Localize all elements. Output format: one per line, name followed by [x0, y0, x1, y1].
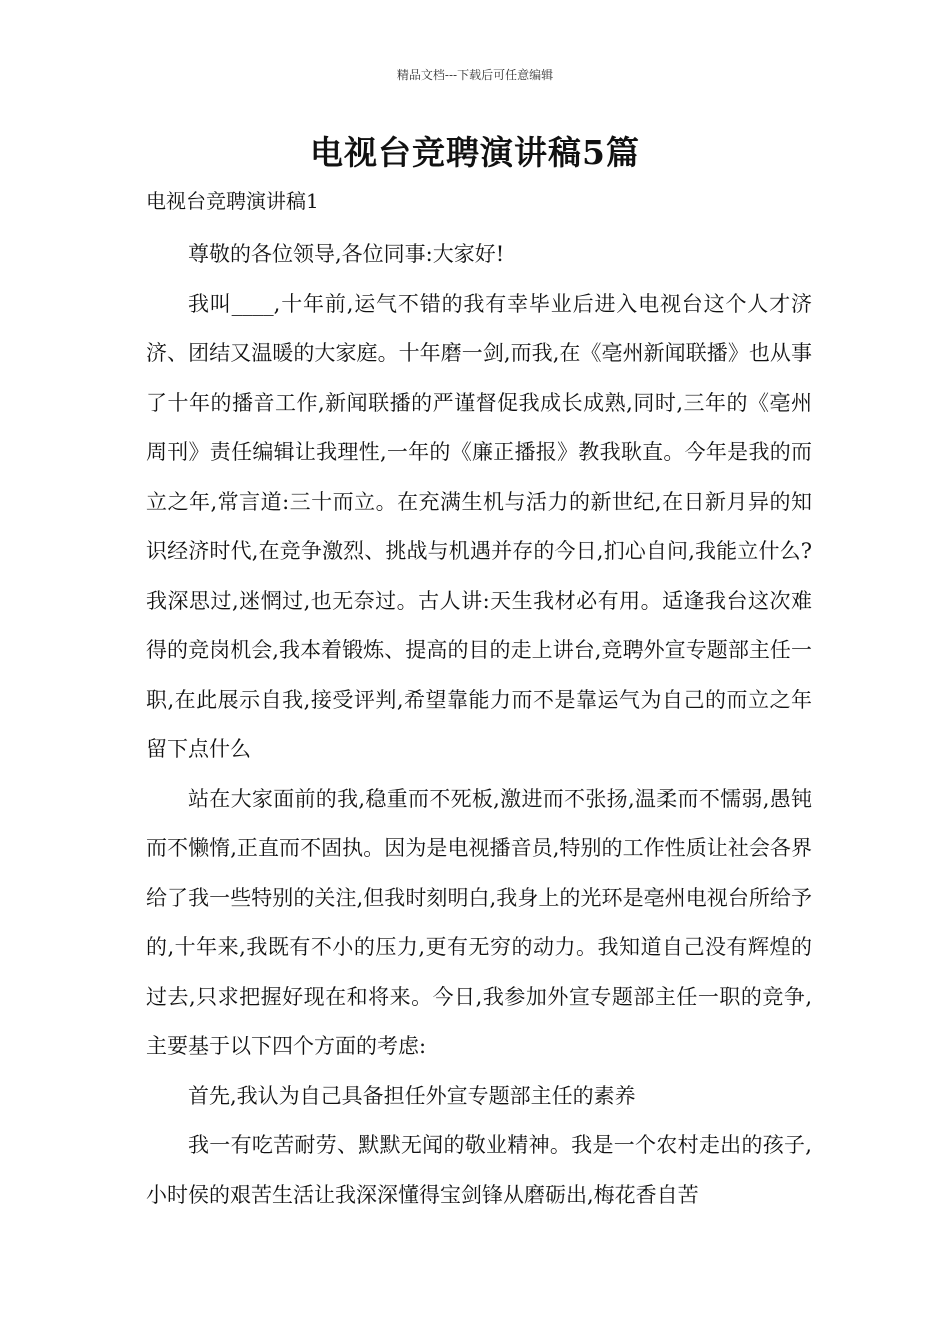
header-note: 精品文档---下载后可任意编辑: [396, 68, 554, 82]
body-text: [146, 230, 812, 1220]
paragraph-first-point: 首先,我认为自己具备担任外宣专题部主任的素养: [188, 1083, 636, 1108]
paragraph-dedication: 我一有吃苦耐劳、默默无闻的敬业精神。我是一个农村走出的孩子,小时侯的艰苦生活让我深深懂得宝剑锋从磨砺出,梅花香自苦: [146, 1133, 812, 1207]
document-title: 电视台竞聘演讲稿5篇: [310, 133, 640, 172]
section-title: 电视台竞聘演讲稿1: [146, 189, 319, 213]
paragraph-introduction: 我叫____,十年前,运气不错的我有幸毕业后进入电视台这个人才济济、团结又温暖的大家庭。十年磨一剑,而我,在《亳州新闻联播》也从事了十年的播音工作,新闻联播的严谨督促我成长成熟,同时,三年的《亳州周刊》责任编辑让我理性,一年的《廉正播报》教我耿直。今年是我的而立之年,常言道:三十而立。在充满生机与活力的新世纪,在日新月异的知识经济时代,在竞争激烈、挑战与机遇并存的今日,扪心自问,我能立什么?我深思过,迷惘过,也无奈过。古人讲:天生我材必有用。适逢我台这次难得的竞岗机会,我本着锻炼、提高的目的走上讲台,竞聘外宣专题部主任一职,在此展示自我,接受评判,希望靠能力而不是靠运气为自己的而立之年留下点什么: [146, 291, 812, 761]
paragraph-greeting: 尊敬的各位领导,各位同事:大家好!: [188, 242, 505, 266]
paragraph-self-description: 站在大家面前的我,稳重而不死板,激进而不张扬,温柔而不懦弱,愚钝而不懒惰,正直而不固执。因为是电视播音员,特别的工作性质让社会各界给了我一些特别的关注,但我时刻明白,我身上的光环是亳州电视台所给予的,十年来,我既有不小的压力,更有无穷的动力。我知道自己没有辉煌的过去,只求把握好现在和将来。今日,我参加外宣专题部主任一职的竞争,主要基于以下四个方面的考虑:: [146, 786, 812, 1058]
